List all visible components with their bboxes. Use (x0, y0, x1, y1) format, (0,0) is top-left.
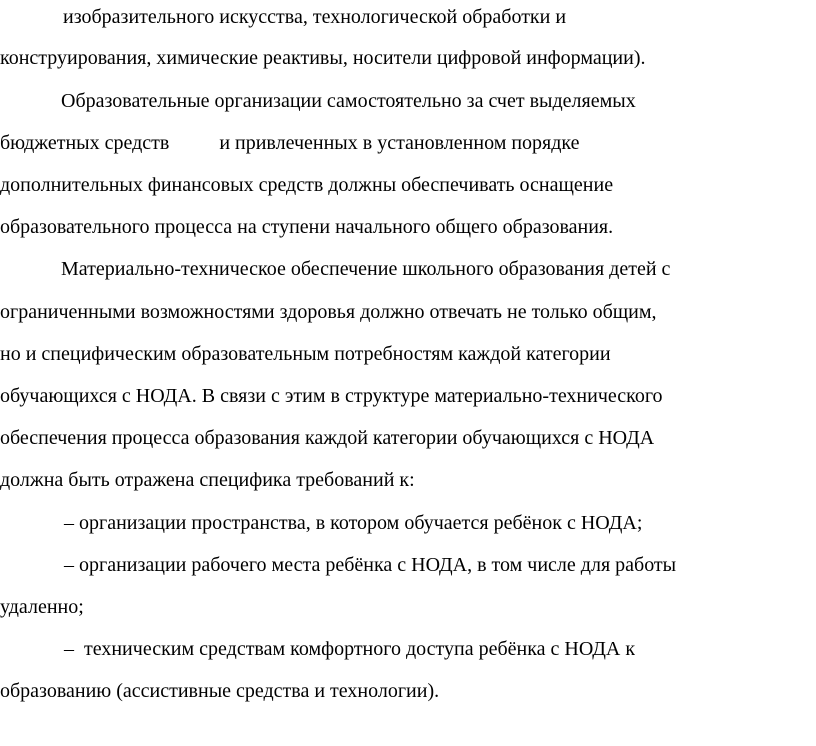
list-item: – организации рабочего места ребёнка с НОДА, в том числе для работы (64, 554, 677, 576)
text-line: Образовательные организации самостоятельно за счет выделяемых (61, 90, 636, 112)
text-line: обучающихся с НОДА. В связи с этим в структуре материально-технического (0, 385, 663, 407)
text-line: ограниченными возможностями здоровья должно отвечать не только общим, (0, 301, 657, 323)
text-line: образовательного процесса на ступени начального общего образования. (0, 216, 614, 238)
text-line: но и специфическим образовательным потребностям каждой категории (0, 343, 611, 365)
text-line: Материально-техническое обеспечение школьного образования детей с (61, 258, 671, 280)
list-item: – организации пространства, в котором обучается ребёнок с НОДА; (64, 512, 643, 534)
text-line: удаленно; (0, 596, 84, 618)
text-line: дополнительных финансовых средств должны обеспечивать оснащение (0, 174, 614, 196)
text-line: изобразительного искусства, технологической обработки и (63, 6, 567, 28)
text-line: бюджетных средств и привлеченных в установленном порядке (0, 132, 580, 154)
text-line: образованию (ассистивные средства и технологии). (0, 680, 440, 702)
list-item: – техническим средствам комфортного доступа ребёнка с НОДА к (64, 638, 636, 660)
text-line: должна быть отражена специфика требований к: (0, 469, 415, 491)
text-line: обеспечения процесса образования каждой категории обучающихся с НОДА (0, 427, 655, 449)
text-line: конструирования, химические реактивы, носители цифровой информации). (0, 47, 646, 69)
